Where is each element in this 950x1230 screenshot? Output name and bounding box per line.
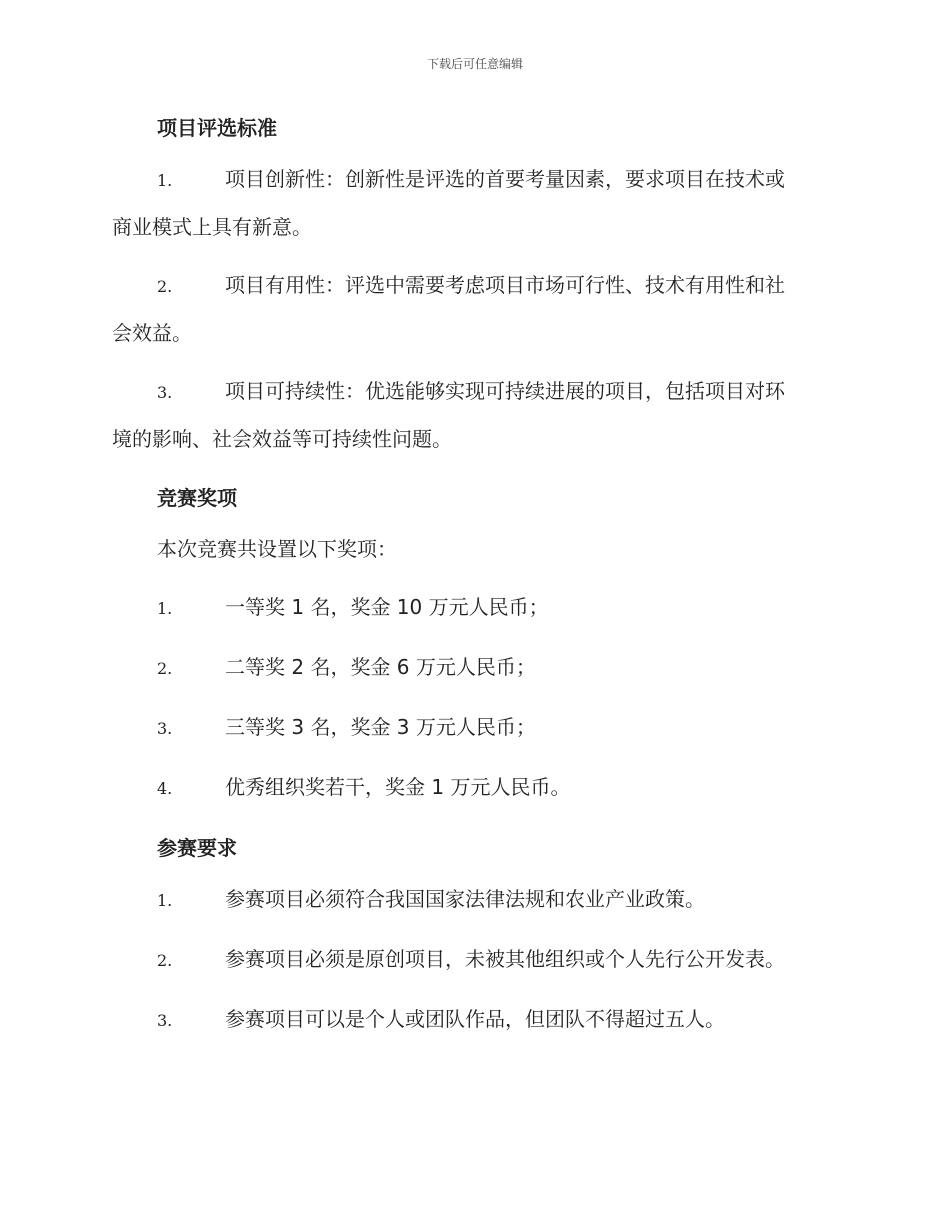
list-text: 一等奖 1 名，奖金 10 万元人民币； <box>225 595 549 619</box>
section-title: 竞赛奖项 <box>157 486 237 510</box>
list-number: 2. <box>157 951 173 970</box>
section-title: 项目评选标准 <box>157 116 277 140</box>
list-text-continued: 境的影响、社会效益等可持续性问题。 <box>112 427 452 451</box>
list-text: 优秀组织奖若干，奖金 1 万元人民币。 <box>225 775 571 799</box>
list-item <box>112 764 834 812</box>
list-number: 4. <box>157 779 173 798</box>
list-text: 三等奖 3 名，奖金 3 万元人民币； <box>225 715 536 739</box>
section-title: 参赛要求 <box>157 836 237 860</box>
list-text: 项目有用性：评选中需要考虑项目市场可行性、技术有用性和社 <box>225 273 785 297</box>
list-item <box>112 368 834 462</box>
list-text: 二等奖 2 名，奖金 6 万元人民币； <box>225 655 536 679</box>
list-text: 参赛项目可以是个人或团队作品，但团队不得超过五人。 <box>225 1007 725 1031</box>
list-item <box>112 584 834 632</box>
page-header: 下载后可任意编辑 <box>426 57 523 71</box>
list-item <box>112 704 834 752</box>
list-number: 3. <box>157 1011 173 1030</box>
list-number: 1. <box>157 171 173 190</box>
list-number: 1. <box>157 599 173 618</box>
list-text: 项目创新性：创新性是评选的首要考量因素，要求项目在技术或 <box>225 167 785 191</box>
list-text: 参赛项目必须是原创项目，未被其他组织或个人先行公开发表。 <box>225 947 785 971</box>
list-number: 2. <box>157 659 173 678</box>
list-number: 3. <box>157 719 173 738</box>
list-number: 1. <box>157 891 173 910</box>
list-number: 3. <box>157 383 173 402</box>
list-item <box>112 156 834 250</box>
list-text-continued: 会效益。 <box>112 321 192 345</box>
list-text: 参赛项目必须符合我国国家法律法规和农业产业政策。 <box>225 887 705 911</box>
list-item <box>112 644 834 692</box>
list-number: 2. <box>157 277 173 296</box>
list-item <box>112 876 834 924</box>
list-item <box>112 262 834 356</box>
section-intro: 本次竞赛共设置以下奖项： <box>157 537 397 561</box>
list-text-continued: 商业模式上具有新意。 <box>112 215 312 239</box>
list-item <box>112 996 834 1044</box>
list-text: 项目可持续性：优选能够实现可持续进展的项目，包括项目对环 <box>225 379 785 403</box>
document-body <box>112 112 834 1044</box>
list-item <box>112 936 834 984</box>
